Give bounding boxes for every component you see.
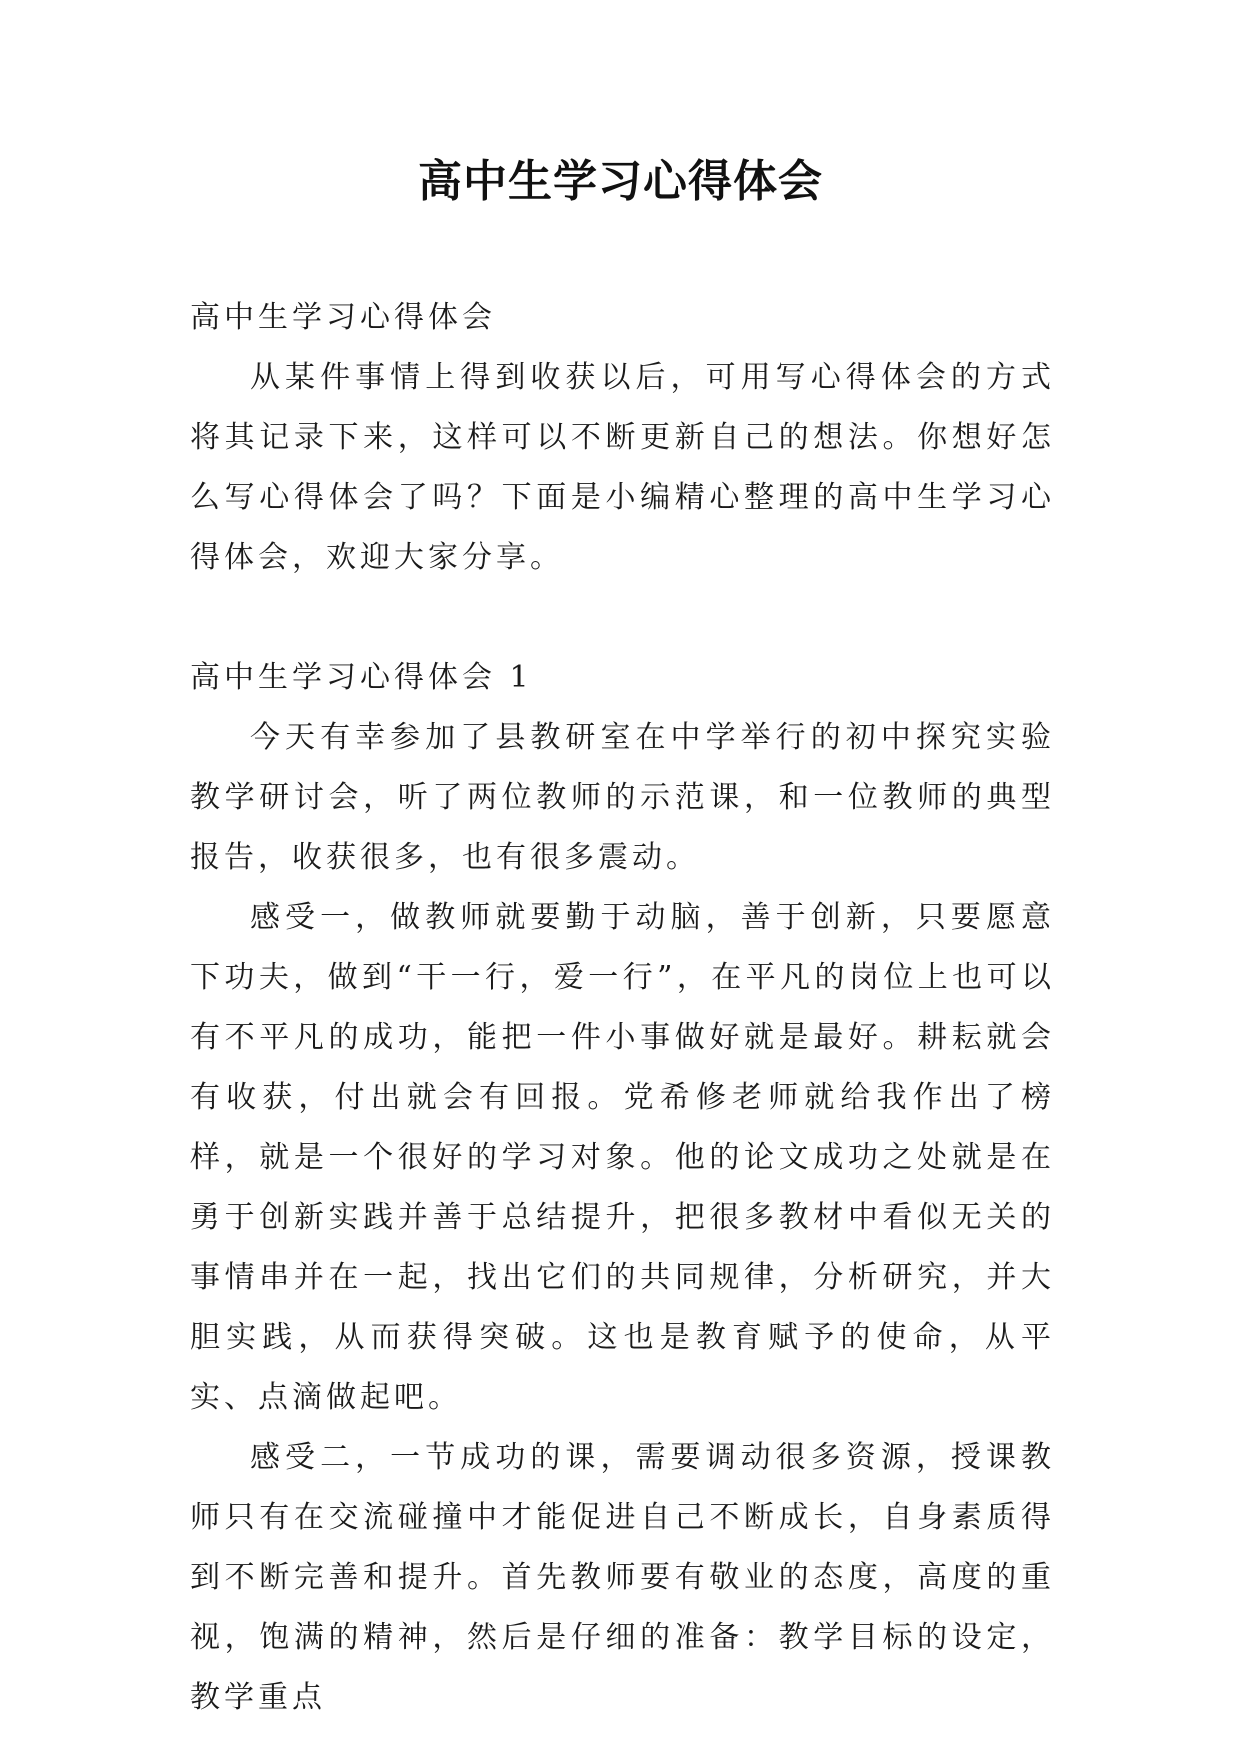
section-spacer	[190, 588, 1055, 648]
body-paragraph: 今天有幸参加了县教研室在中学举行的初中探究实验教学研讨会，听了两位教师的示范课，和一位教师的典型报告，收获很多，也有很多震动。	[190, 720, 1055, 875]
section-heading: 高中生学习心得体会 1	[190, 660, 533, 695]
body-paragraph: 感受一，做教师就要勤于动脑，善于创新，只要愿意下功夫，做到“干一行，爱一行”，在平凡的岗位上也可以有不平凡的成功，能把一件小事做好就是最好。耕耘就会有收获，付出就会有回报。党希修老师就给我作出了榜样，就是一个很好的学习对象。他的论文成功之处就是在勇于创新实践并善于总结提升，把很多教材中看似无关的事情串并在一起，找出它们的共同规律，分析研究，并大胆实践，从而获得突破。这也是教育赋予的使命，从平实、点滴做起吧。	[190, 900, 1055, 1415]
body-paragraph: 感受二，一节成功的课，需要调动很多资源，授课教师只有在交流碰撞中才能促进自己不断成长，自身素质得到不断完善和提升。首先教师要有敬业的态度，高度的重视，饱满的精神，然后是仔细的准备：教学目标的设定，教学重点	[190, 1440, 1055, 1715]
document-title: 高中生学习心得体会	[418, 156, 823, 207]
document-body	[190, 288, 1055, 1728]
intro-paragraph: 从某件事情上得到收获以后，可用写心得体会的方式将其记录下来，这样可以不断更新自己的想法。你想好怎么写心得体会了吗？下面是小编精心整理的高中生学习心得体会，欢迎大家分享。	[190, 360, 1055, 575]
document-subtitle: 高中生学习心得体会	[190, 300, 496, 335]
